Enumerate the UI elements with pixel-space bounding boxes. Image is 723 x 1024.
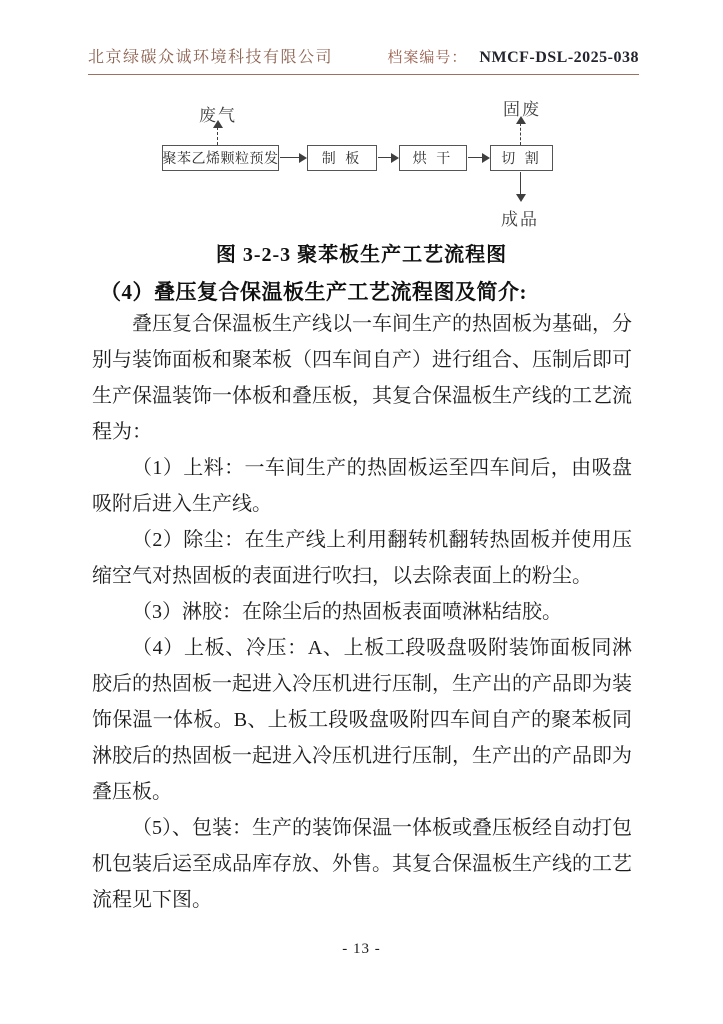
product-label: 成品 [501, 210, 539, 229]
flow-box-board-making: 制 板 [307, 145, 377, 171]
body-paragraph: （3）淋胶：在除尘后的热固板表面喷淋粘结胶。 [132, 601, 562, 623]
company-name: 北京绿碳众诚环境科技有限公司 [88, 49, 334, 66]
body-paragraph: 叠压复合保温板生产线以一车间生产的热固板为基础，分别与装饰面板和聚苯板（四车间自产）进行组合、压制后即可生产保温装饰一体板和叠压板，其复合保温板生产线的工艺流程为： [92, 313, 632, 443]
archive-label: 档案编号： [387, 50, 468, 66]
flow-arrow-1 [280, 153, 307, 163]
product-arrow [516, 172, 526, 202]
process-flow-diagram [0, 95, 723, 235]
body-paragraph: （5）、包装：生产的装饰保温一体板或叠压板经自动打包机包装后运至成品库存放、外售。其复合保温板生产线的工艺流程见下图。 [92, 817, 632, 911]
body-paragraph: （2）除尘：在生产线上利用翻转机翻转热固板并使用压缩空气对热固板的表面进行吹扫，以去除表面上的粉尘。 [92, 529, 632, 587]
solid-waste-arrow [516, 116, 526, 145]
waste-gas-label: 废气 [199, 106, 237, 125]
page-number: - 13 - [342, 941, 381, 957]
solid-waste-label: 固废 [503, 100, 541, 119]
body-paragraph: （1）上料：一车间生产的热固板运至四车间后，由吸盘吸附后进入生产线。 [92, 457, 632, 515]
flow-box-drying: 烘 干 [399, 145, 467, 171]
flow-box-cutting: 切 割 [490, 145, 553, 171]
section-heading: （4）叠压复合保温板生产工艺流程图及简介: [100, 280, 527, 304]
flow-arrow-3 [468, 153, 490, 163]
body-text [92, 306, 632, 918]
archive-info [387, 46, 639, 67]
page-header [88, 44, 639, 75]
flow-arrow-2 [378, 153, 399, 163]
flow-box-polystyrene-pre-expansion: 聚苯乙烯颗粒预发 [162, 145, 279, 171]
figure-caption: 图 3-2-3 聚苯板生产工艺流程图 [215, 244, 508, 266]
waste-gas-arrow [213, 120, 223, 145]
archive-number: NMCF-DSL-2025-038 [479, 49, 639, 66]
body-paragraph: （4）上板、冷压：A、上板工段吸盘吸附装饰面板同淋胶后的热固板一起进入冷压机进行压制，生产出的产品即为装饰保温一体板。B、上板工段吸盘吸附四车间自产的聚苯板同淋胶后的热固板一起进入冷压机进行压制，生产出的产品即为叠压板。 [92, 637, 632, 803]
